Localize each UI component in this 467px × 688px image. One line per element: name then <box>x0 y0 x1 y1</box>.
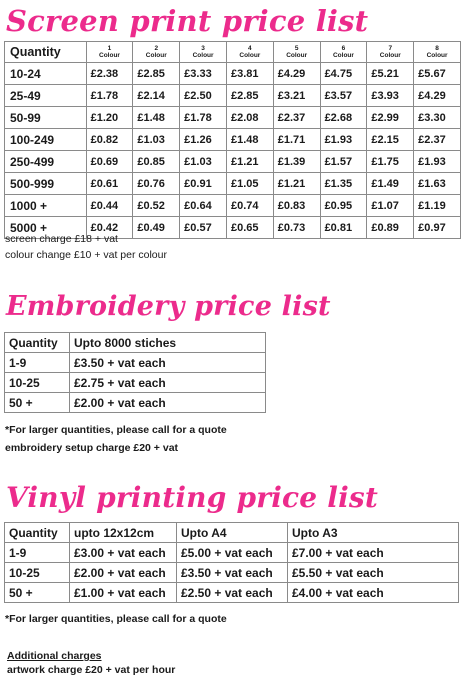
price-cell: £1.35 <box>320 173 367 195</box>
quantity-cell: 10-25 <box>5 373 70 393</box>
quantity-header: Quantity <box>5 523 70 543</box>
price-cell: £0.82 <box>86 129 133 151</box>
price-cell: £0.91 <box>180 173 227 195</box>
price-cell: £4.29 <box>273 63 320 85</box>
price-cell: £1.78 <box>180 107 227 129</box>
price-cell: £3.50 + vat each <box>177 563 288 583</box>
table-row <box>5 151 461 173</box>
price-cell: £3.33 <box>180 63 227 85</box>
price-cell: £2.00 + vat each <box>70 393 266 413</box>
embroidery-price-table <box>4 332 266 413</box>
price-cell: £7.00 + vat each <box>288 543 459 563</box>
quantity-cell: 50 + <box>5 583 70 603</box>
price-cell: £5.50 + vat each <box>288 563 459 583</box>
colour-header: 4 Colour <box>226 42 273 63</box>
price-cell: £2.37 <box>273 107 320 129</box>
price-cell: £1.78 <box>86 85 133 107</box>
artwork-charge-note: artwork charge £20 + vat per hour <box>7 664 176 676</box>
quantity-cell: 5000 + <box>5 217 87 239</box>
price-cell: £0.57 <box>180 217 227 239</box>
price-cell: £1.21 <box>226 151 273 173</box>
price-cell: £0.44 <box>86 195 133 217</box>
price-cell: £3.50 + vat each <box>70 353 266 373</box>
table-row <box>5 85 461 107</box>
screen-print-price-table <box>4 41 461 239</box>
table-row <box>5 563 459 583</box>
price-cell: £5.21 <box>367 63 414 85</box>
quantity-cell: 250-499 <box>5 151 87 173</box>
quantity-cell: 1-9 <box>5 353 70 373</box>
price-cell: £3.57 <box>320 85 367 107</box>
price-cell: £2.38 <box>86 63 133 85</box>
embroidery-quote-note: *For larger quantities, please call for a quote <box>5 424 227 436</box>
price-cell: £2.85 <box>133 63 180 85</box>
table-row <box>5 107 461 129</box>
price-cell: £0.65 <box>226 217 273 239</box>
price-cell: £0.85 <box>133 151 180 173</box>
quantity-header: Quantity <box>5 333 70 353</box>
additional-charges-heading: Additional charges <box>7 650 102 662</box>
vinyl-price-table <box>4 522 459 603</box>
screen-charge-note: screen charge £18 + vat <box>5 233 118 245</box>
price-cell: £0.97 <box>414 217 461 239</box>
price-cell: £4.00 + vat each <box>288 583 459 603</box>
table-row <box>5 63 461 85</box>
price-cell: £1.49 <box>367 173 414 195</box>
size-header: Upto A3 <box>288 523 459 543</box>
embroidery-setup-note: embroidery setup charge £20 + vat <box>5 442 179 454</box>
table-row <box>5 373 266 393</box>
table-row <box>5 195 461 217</box>
price-cell: £4.75 <box>320 63 367 85</box>
price-cell: £1.48 <box>133 107 180 129</box>
table-row <box>5 393 266 413</box>
price-cell: £1.03 <box>180 151 227 173</box>
vinyl-quote-note: *For larger quantities, please call for a quote <box>5 613 227 625</box>
price-cell: £1.93 <box>320 129 367 151</box>
price-cell: £0.76 <box>133 173 180 195</box>
price-cell: £1.20 <box>86 107 133 129</box>
price-cell: £1.21 <box>273 173 320 195</box>
quantity-cell: 10-24 <box>5 63 87 85</box>
price-cell: £3.93 <box>367 85 414 107</box>
price-cell: £0.69 <box>86 151 133 173</box>
colour-header: 7 Colour <box>367 42 414 63</box>
price-cell: £2.50 + vat each <box>177 583 288 603</box>
price-cell: £2.99 <box>367 107 414 129</box>
price-cell: £0.83 <box>273 195 320 217</box>
quantity-cell: 500-999 <box>5 173 87 195</box>
quantity-cell: 10-25 <box>5 563 70 583</box>
price-cell: £5.00 + vat each <box>177 543 288 563</box>
price-cell: £5.67 <box>414 63 461 85</box>
price-cell: £2.68 <box>320 107 367 129</box>
table-row <box>5 353 266 373</box>
price-cell: £4.29 <box>414 85 461 107</box>
price-cell: £3.81 <box>226 63 273 85</box>
embroidery-title: Embroidery price list <box>6 291 331 322</box>
price-cell: £1.93 <box>414 151 461 173</box>
price-cell: £2.50 <box>180 85 227 107</box>
price-cell: £0.89 <box>367 217 414 239</box>
table-header-row <box>5 42 461 63</box>
table-row <box>5 543 459 563</box>
price-cell: £0.52 <box>133 195 180 217</box>
quantity-cell: 100-249 <box>5 129 87 151</box>
price-cell: £0.95 <box>320 195 367 217</box>
table-row <box>5 583 459 603</box>
price-cell: £1.26 <box>180 129 227 151</box>
price-cell: £0.81 <box>320 217 367 239</box>
colour-header: 1 Colour <box>86 42 133 63</box>
price-cell: £1.05 <box>226 173 273 195</box>
quantity-cell: 50-99 <box>5 107 87 129</box>
price-cell: £1.19 <box>414 195 461 217</box>
stitches-header: Upto 8000 stiches <box>70 333 266 353</box>
price-cell: £2.00 + vat each <box>70 563 177 583</box>
price-cell: £0.74 <box>226 195 273 217</box>
colour-change-note: colour change £10 + vat per colour <box>5 249 167 261</box>
price-cell: £3.30 <box>414 107 461 129</box>
price-cell: £0.61 <box>86 173 133 195</box>
colour-header: 5 Colour <box>273 42 320 63</box>
size-header: Upto A4 <box>177 523 288 543</box>
quantity-cell: 50 + <box>5 393 70 413</box>
colour-header: 3 Colour <box>180 42 227 63</box>
price-cell: £1.71 <box>273 129 320 151</box>
price-cell: £1.75 <box>367 151 414 173</box>
price-cell: £0.73 <box>273 217 320 239</box>
price-cell: £2.08 <box>226 107 273 129</box>
price-cell: £2.15 <box>367 129 414 151</box>
table-row <box>5 173 461 195</box>
screen-print-title: Screen print price list <box>6 4 369 38</box>
colour-header: 2 Colour <box>133 42 180 63</box>
price-cell: £2.85 <box>226 85 273 107</box>
quantity-cell: 25-49 <box>5 85 87 107</box>
quantity-cell: 1-9 <box>5 543 70 563</box>
price-cell: £1.63 <box>414 173 461 195</box>
colour-header: 8 Colour <box>414 42 461 63</box>
price-cell: £1.57 <box>320 151 367 173</box>
table-header-row <box>5 523 459 543</box>
price-cell: £1.48 <box>226 129 273 151</box>
price-cell: £0.42 <box>86 217 133 239</box>
colour-header: 6 Colour <box>320 42 367 63</box>
table-row <box>5 129 461 151</box>
quantity-cell: 1000 + <box>5 195 87 217</box>
price-cell: £3.21 <box>273 85 320 107</box>
price-cell: £1.07 <box>367 195 414 217</box>
price-cell: £1.00 + vat each <box>70 583 177 603</box>
price-cell: £0.49 <box>133 217 180 239</box>
price-cell: £1.39 <box>273 151 320 173</box>
table-header-row <box>5 333 266 353</box>
price-cell: £2.14 <box>133 85 180 107</box>
price-cell: £3.00 + vat each <box>70 543 177 563</box>
price-cell: £1.03 <box>133 129 180 151</box>
price-cell: £0.64 <box>180 195 227 217</box>
price-cell: £2.37 <box>414 129 461 151</box>
price-cell: £2.75 + vat each <box>70 373 266 393</box>
size-header: upto 12x12cm <box>70 523 177 543</box>
quantity-header: Quantity <box>5 42 87 63</box>
vinyl-title: Vinyl printing price list <box>6 481 379 514</box>
